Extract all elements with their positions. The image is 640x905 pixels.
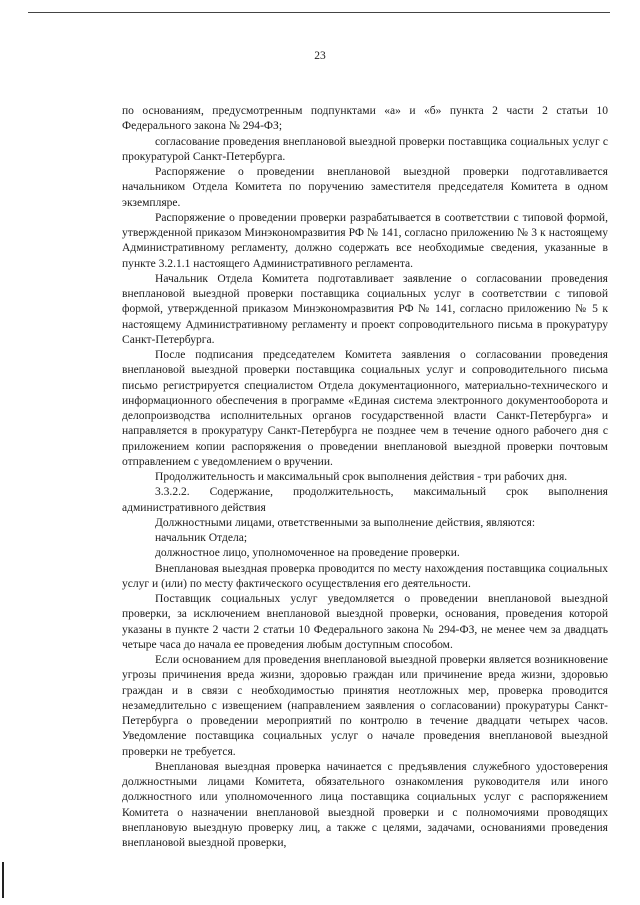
paragraph-urgent-grounds: Если основанием для проведения внеплановой выездной проверки является возникновение угрозы причинения вреда жизни, здоровью граждан или причинение вреда жизни, здоровью граждан и в связи с необходимостью принятия неотложных мер, проверка проводится незамедлительно с извещением (направлением заявления о согласовании) прокуратуры Санкт-Петербурга о проведении мероприятий по контролю в течение двадцати четырех часов. Уведомление поставщика социальных услуг о начале проведения внеплановой выездной проверки не требуется.	[122, 654, 608, 758]
paragraph-application: Начальник Отдела Комитета подготавливает заявление о согласовании проведения внеплановой выездной проверки поставщика социальных услуг в соответствии с типовой формой, утвержденной приказом Минэкономразвития РФ № 141, согласно приложению № 5 к настоящему Административному регламенту и проект сопроводительного письма в прокуратуру Санкт-Петербурга.	[122, 272, 608, 346]
paragraph-duration: Продолжительность и максимальный срок выполнения действия - три рабочих дня.	[155, 471, 568, 483]
scan-edge-mark	[2, 862, 4, 898]
paragraph-inspection-start: Внеплановая выездная проверка начинается с предъявления служебного удостоверения должностными лицами Комитета, обязательного ознакомления руководителя или иного должностного или уполномоченного лица поставщика социальных услуг с распоряжением Комитета о назначении внеплановой выездной проверки и с полномочиями проводящих внеплановую выездную проверку лиц, а также с целями, задачами, основаниями проведения внеплановой выездной проверки,	[122, 760, 608, 849]
paragraph-notification: Поставщик социальных услуг уведомляется о проведении внеплановой выездной проверки, за исключением внеплановой выездной проверки, основания, проведения которой указаны в пункте 2 части 2 статьи 10 Федерального закона № 294-ФЗ, не менее чем за двадцать четыре часа до начала ее проведения любым доступным способом.	[122, 593, 608, 651]
paragraph-order-form: Распоряжение о проведении проверки разрабатывается в соответствии с типовой формой, утвержденной приказом Минэкономразвития РФ № 141, согласно приложению № 3 к настоящему Административному регламенту, должно содержать все необходимые сведения, указанные в пункте 3.2.1.1 настоящего Административного регламента.	[122, 211, 608, 270]
section-heading-3-3-2-2: 3.3.2.2. Содержание, продолжительность, максимальный срок выполнения административного действия	[122, 486, 608, 514]
list-item-authorized-official: должностное лицо, уполномоченное на проведение проверки.	[155, 547, 460, 560]
list-item-department-head: начальник Отдела;	[155, 532, 248, 544]
document-body	[122, 104, 608, 851]
paragraph-order-preparation: Распоряжение о проведении внеплановой выездной проверки подготавливается начальником Отдела Комитета по поручению заместителя председателя Комитета в одном экземпляре.	[122, 166, 608, 209]
paragraph-prosecutor-approval: согласование проведения внеплановой выездной проверки поставщика социальных услуг с прокуратурой Санкт-Петербурга.	[122, 135, 608, 163]
paragraph-registration: После подписания председателем Комитета заявления о согласовании проведения внеплановой выездной проверки поставщика социальных услуг и сопроводительного письма письмо регистрируется специалистом Отдела документационного, материально-технического и информационного обеспечения в программе «Единая система электронного документооборота и делопроизводства исполнительных органов государственной власти Санкт-Петербурга» и направляется в прокуратуру Санкт-Петербурга не позднее чем в течение одного рабочего дня с приложением копии распоряжения о проведении внеплановой выездной проверки почтовым отправлением с уведомлением о вручении.	[122, 349, 608, 468]
page-number: 23	[314, 50, 326, 62]
paragraph-continuation: по основаниям, предусмотренным подпунктами «а» и «б» пункта 2 части 2 статьи 10 Федерального закона № 294-ФЗ;	[122, 105, 608, 133]
paragraph-responsible-intro: Должностными лицами, ответственными за выполнение действия, являются:	[155, 516, 536, 529]
top-rule	[28, 12, 610, 13]
paragraph-inspection-location: Внеплановая выездная проверка проводится по месту нахождения поставщика социальных услуг и (или) по месту фактического осуществления его деятельности.	[122, 562, 608, 590]
